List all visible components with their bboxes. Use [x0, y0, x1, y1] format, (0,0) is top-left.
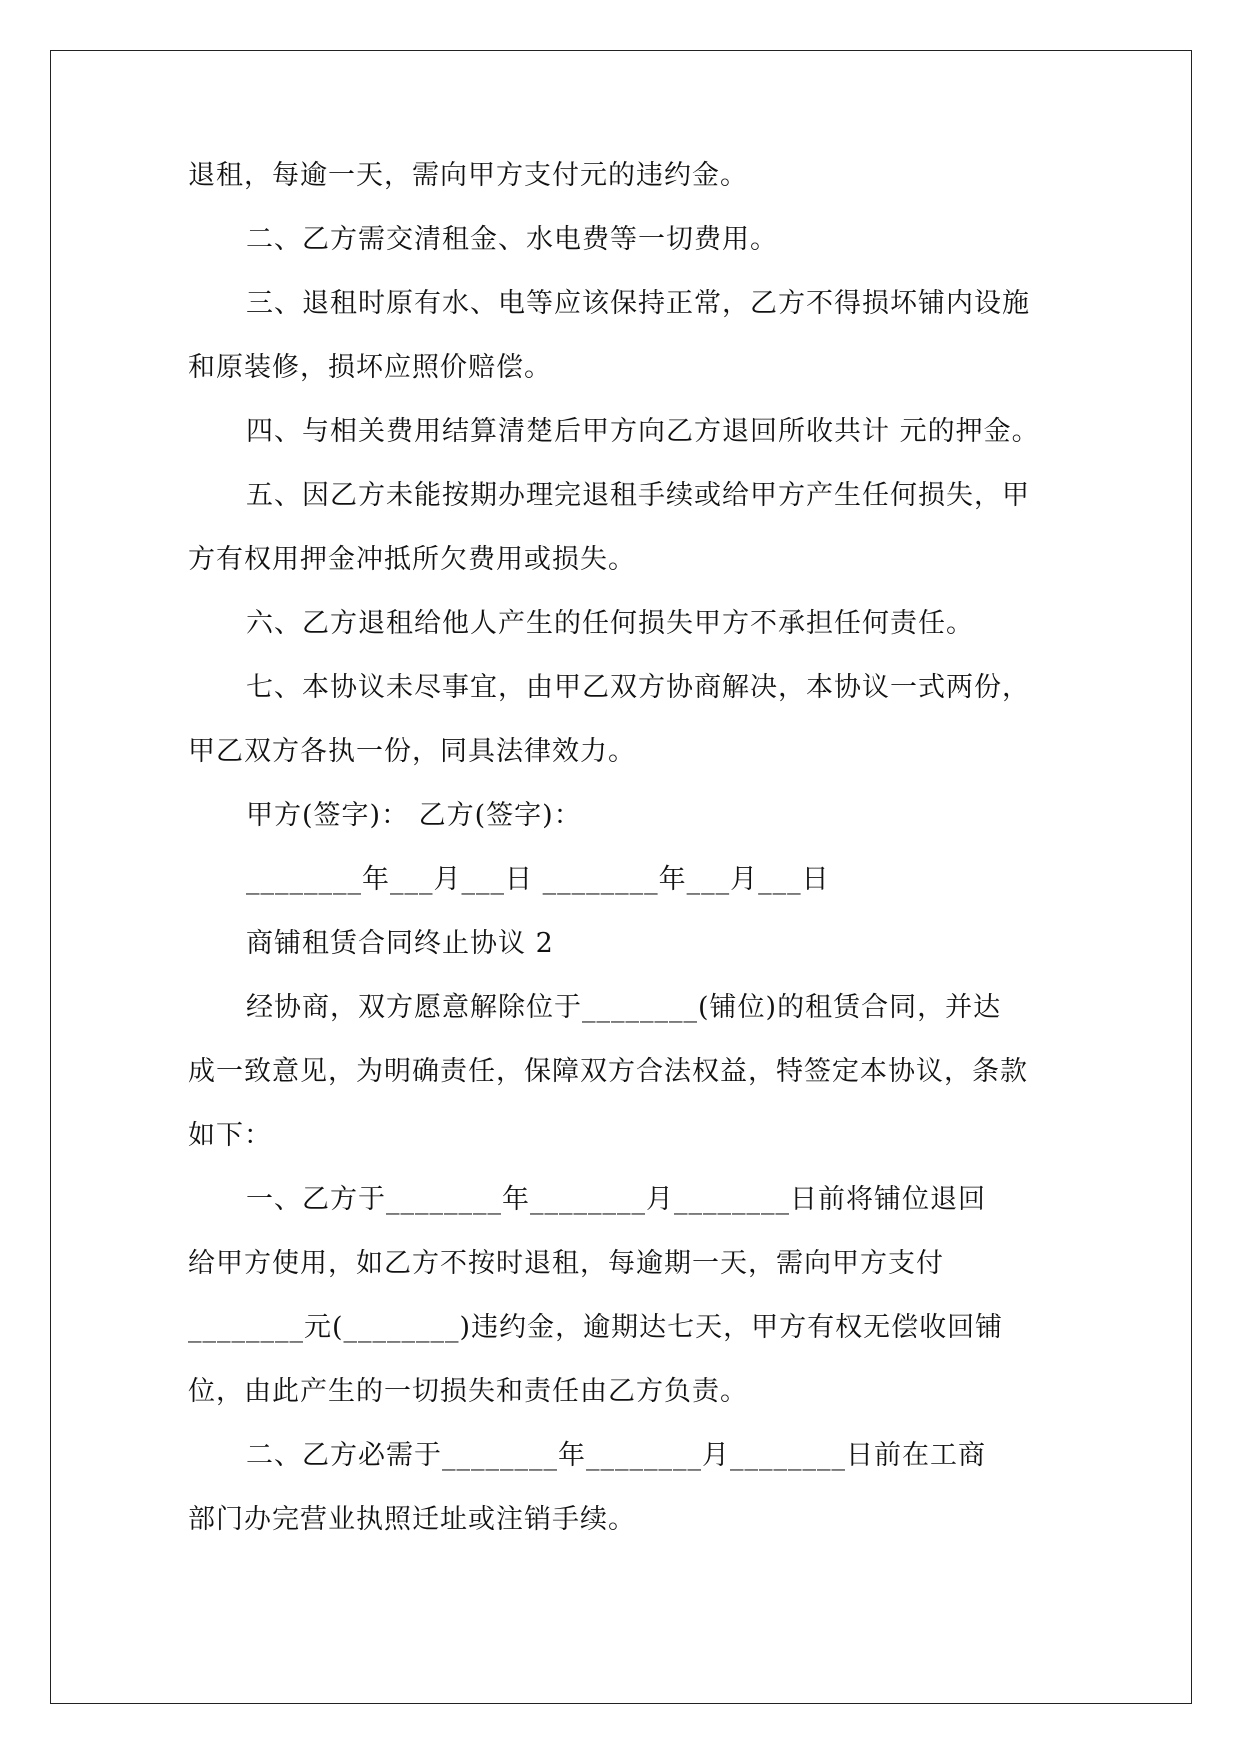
- clause-2-text: 二、乙方需交清租金、水电费等一切费用。: [246, 224, 778, 255]
- clause-6-text: 六、乙方退租给他人产生的任何损失甲方不承担任何责任。: [246, 608, 974, 639]
- term-2-text: 二、乙方必需于________年________月________日前在工商: [246, 1440, 986, 1471]
- section-title: 商铺租赁合同终止协议 2: [246, 928, 554, 959]
- clause-3-continuation: 和原装修，损坏应照价赔偿。: [188, 352, 552, 383]
- intro-continuation-2: 如下：: [188, 1120, 272, 1151]
- clause-4-text: 四、与相关费用结算清楚后甲方向乙方退回所收共计 元的押金。: [246, 416, 1040, 447]
- clause-5-text: 五、因乙方未能按期办理完退租手续或给甲方产生任何损失，甲: [246, 480, 1030, 511]
- clause-7-text: 七、本协议未尽事宜，由甲乙双方协商解决，本协议一式两份，: [246, 672, 1030, 703]
- intro-continuation: 成一致意见，为明确责任，保障双方合法权益，特签定本协议，条款: [188, 1056, 1028, 1087]
- date-line: ________年___月___日 ________年___月___日: [246, 864, 830, 895]
- term-1-continuation: 给甲方使用，如乙方不按时退租，每逾期一天，需向甲方支付: [188, 1248, 944, 1279]
- term-1-continuation-3: 位，由此产生的一切损失和责任由乙方负责。: [188, 1376, 748, 1407]
- term-1-text: 一、乙方于________年________月________日前将铺位退回: [246, 1184, 986, 1215]
- clause-3-text: 三、退租时原有水、电等应该保持正常，乙方不得损坏铺内设施: [246, 288, 1030, 319]
- term-1-continuation-2: ________元(________)违约金，逾期达七天，甲方有权无偿收回铺: [188, 1312, 1004, 1343]
- paragraph-line-1: 退租，每逾一天，需向甲方支付元的违约金。: [188, 160, 748, 191]
- clause-5-continuation: 方有权用押金冲抵所欠费用或损失。: [188, 544, 636, 575]
- signature-line: 甲方(签字)： 乙方(签字)：: [246, 800, 582, 831]
- term-2-continuation: 部门办完营业执照迁址或注销手续。: [188, 1504, 636, 1535]
- intro-text: 经协商，双方愿意解除位于________(铺位)的租赁合同，并达: [246, 992, 1002, 1023]
- clause-7-continuation: 甲乙双方各执一份，同具法律效力。: [188, 736, 636, 767]
